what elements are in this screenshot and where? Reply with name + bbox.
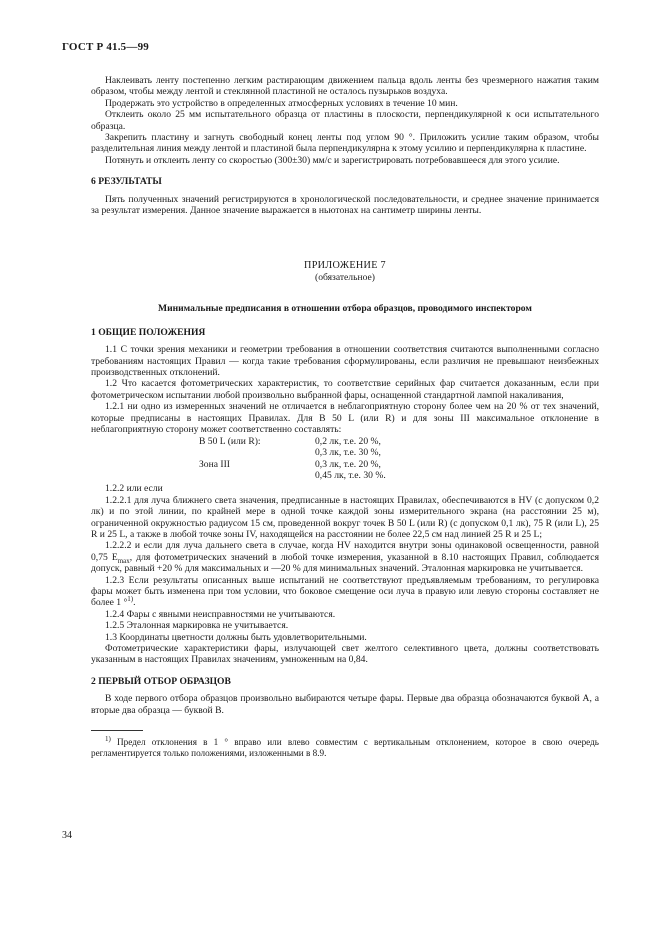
- paragraph: Продержать это устройство в определенных атмосферных условиях в течение 10 мин.: [105, 97, 458, 109]
- paragraph-1-2: 1.2 Что касается фотометрических характеристик, то соответствие серийных фар считается доказанным, если при фотометрическом испытании любой произвольно выбранной фары, оснащенной стандартной лампой накаливания,: [91, 378, 599, 401]
- section-6-text: Пять полученных значений регистрируются в хронологической последовательности, и среднее значение принимается за результат измерения. Данное значение выражается в ньютонах на сантиметр ширины ленты.: [91, 193, 599, 217]
- footnote-text: Предел отклонения в 1 ° вправо или влево совместим с вертикальным отклонением, которое в свою очередь регламентируется только положениями, изложенными в 8.9.: [91, 737, 599, 759]
- subscript: max: [117, 556, 130, 565]
- text: , для фотометрических значений в любой точке измерения, указанной в 8.10 настоящих Правил, соблюдается допуск, равный +20 % для максимальных и —20 % для минимальных значений. Эталонная маркировка не учитывается.: [91, 551, 599, 575]
- appendix-subtitle: (обязательное): [315, 271, 375, 283]
- page-number: 34: [62, 830, 72, 841]
- value: 0,3 лк, т.е. 20 %,: [315, 459, 381, 471]
- paragraph: Фотометрические характеристики фары, излучающей свет желтого селективного цвета, должны соответствовать указанным в настоящих Правилах значениям, умноженным на 0,84.: [91, 643, 599, 666]
- section-2-title: 2 ПЕРВЫЙ ОТБОР ОБРАЗЦОВ: [91, 675, 231, 687]
- paragraph: Потянуть и отклеить ленту со скоростью (300±30) мм/с и зарегистрировать потребовавшееся для этого усилие.: [105, 154, 560, 166]
- text: 1.2.2.2 и если для луча дальнего света в случае, когда HV находится внутри зоны одинаковой освещенности, равной 0,75 E: [91, 540, 599, 563]
- value-label-b50l: В 50 L (или R):: [199, 436, 261, 448]
- paragraph-1-1: 1.1 С точки зрения механики и геометрии требования в отношении соответствия считаются выполненными согласно требованиям настоящих Правил — когда такие требования сформулированы, если различия не превышают неизбежных производственных отклонений.: [91, 344, 599, 378]
- footnote: [91, 737, 599, 760]
- paragraph: Закрепить пластину и загнуть свободный конец ленты под углом 90 °. Приложить усилие таким образом, чтобы разделительная линия между лентой и пластиной была перпендикулярна к этому усилию и перпендикулярна к пластине.: [91, 132, 599, 155]
- paragraph-1-2-4: 1.2.4 Фары с явными неисправностями не учитываются.: [105, 608, 336, 620]
- value: 0,2 лк, т.е. 20 %,: [315, 436, 381, 448]
- page-content: [91, 75, 599, 760]
- paragraph-1-2-3: [91, 575, 599, 609]
- paragraph-1-3: 1.3 Координаты цветности должны быть удовлетворительными.: [105, 631, 367, 643]
- text: .: [133, 597, 136, 609]
- paragraph: Наклеивать ленту постепенно легким растирающим движением пальца вдоль ленты без чрезмерного нажатия таким образом, чтобы между лентой и стеклянной пластиной не осталось пузырьков воздуха.: [91, 75, 599, 98]
- paragraph-1-2-1: 1.2.1 ни одно из измеренных значений не отличается в неблагоприятную сторону более чем на 20 % от тех значений, которые предписаны в настоящих Правилах. Для В 50 L (или R) и для зоны III максимальное отклонение в неблагоприятную сторону может соответственно составлять:: [91, 401, 599, 435]
- section-2-text: В ходе первого отбора образцов произвольно выбираются четыре фары. Первые два образца обозначаются буквой А, а вторые два образца — буквой В.: [91, 693, 599, 716]
- appendix-heading: Минимальные предписания в отношении отбора образцов, проводимого инспектором: [158, 303, 532, 315]
- paragraph-1-2-2-2: [91, 540, 599, 574]
- deviation-values: [91, 436, 599, 482]
- paragraph-1-2-5: 1.2.5 Эталонная маркировка не учитывается.: [105, 620, 289, 632]
- paragraph-1-2-2: 1.2.2 или если: [105, 483, 163, 495]
- section-1-title: 1 ОБЩИЕ ПОЛОЖЕНИЯ: [91, 326, 206, 338]
- value-label-zone3: Зона III: [199, 459, 230, 471]
- paragraph: Отклеить около 25 мм испытательного образца от пластины в плоскости, перпендикулярной к оси испытательного образца.: [91, 109, 599, 132]
- footnote-divider: [91, 730, 143, 731]
- standard-header: ГОСТ Р 41.5—99: [62, 41, 149, 53]
- appendix-title: ПРИЛОЖЕНИЕ 7: [304, 260, 386, 272]
- section-6-title: 6 РЕЗУЛЬТАТЫ: [91, 176, 162, 188]
- text: 1.2.3 Если результаты описанных выше испытаний не соответствуют предъявляемым требованиям, то регулировка фары может быть изменена при том условии, что боковое смещение оси луча в правую или левую стороны составляет не более 1 °: [91, 574, 599, 609]
- paragraph-1-2-2-1: 1.2.2.1 для луча ближнего света значения, предписанные в настоящих Правилах, обеспечиваются в HV (с допуском 0,2 лк) и по этой линии, по крайней мере в одной точке каждой зоны измерительного экрана (на расстоянии 25 м), ограниченной окружностью радиусом 15 см, проведенной вокруг точек В 50 L (или R) (с допуском 0,1 лк), 75 R (или L), 25 R и 25 L, а также в любой точке зоны IV, находящейся на расстоянии не более 22,5 см над линией 25 R и 25 L;: [91, 494, 599, 540]
- value: 0,45 лк, т.е. 30 %.: [315, 470, 386, 482]
- footnote-ref: 1): [127, 595, 134, 604]
- footnote-mark: 1): [105, 735, 111, 743]
- value: 0,3 лк, т.е. 30 %,: [315, 447, 381, 459]
